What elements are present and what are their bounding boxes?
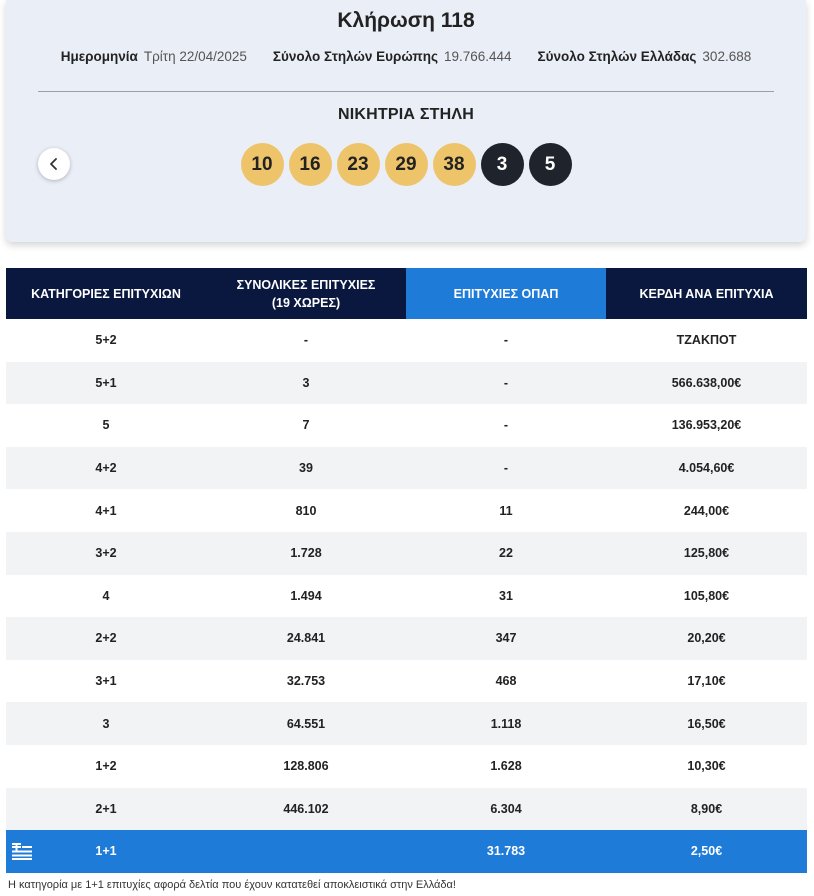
cell-category: 5+2 bbox=[6, 319, 206, 362]
cell-prize: 8,90€ bbox=[606, 788, 807, 831]
europe-info bbox=[273, 49, 512, 64]
date-value: Τρίτη 22/04/2025 bbox=[143, 49, 247, 64]
date-info bbox=[61, 49, 247, 64]
cell-prize: 10,30€ bbox=[606, 745, 807, 788]
cell-category: 3+1 bbox=[6, 660, 206, 703]
header-total-line2: (19 ΧΩΡΕΣ) bbox=[271, 295, 341, 310]
cell-opap: - bbox=[406, 319, 606, 362]
greece-value: 302.688 bbox=[702, 49, 752, 64]
winning-numbers bbox=[6, 143, 806, 186]
europe-value: 19.766.444 bbox=[443, 49, 512, 64]
cell-opap: 6.304 bbox=[406, 788, 606, 831]
cell-category bbox=[6, 830, 206, 873]
cell-opap: 31 bbox=[406, 575, 606, 618]
cell-total: 128.806 bbox=[206, 745, 406, 788]
cell-prize: 244,00€ bbox=[606, 489, 807, 532]
cell-category: 5 bbox=[6, 404, 206, 447]
draw-meta bbox=[6, 49, 806, 64]
table-row bbox=[6, 447, 807, 490]
table-row bbox=[6, 575, 807, 618]
divider bbox=[38, 91, 774, 92]
cell-prize: 16,50€ bbox=[606, 702, 807, 745]
header-prize: ΚΕΡΔΗ ΑΝΑ ΕΠΙΤΥΧΙΑ bbox=[606, 268, 807, 319]
table-row bbox=[6, 532, 807, 575]
cell-opap: 347 bbox=[406, 617, 606, 660]
cell-opap: - bbox=[406, 404, 606, 447]
draw-card bbox=[6, 0, 806, 242]
header-total-line1: ΣΥΝΟΛΙΚΕΣ ΕΠΙΤΥΧΙΕΣ bbox=[236, 277, 376, 292]
cell-total: 810 bbox=[206, 489, 406, 532]
cell-opap: 1.628 bbox=[406, 745, 606, 788]
cell-category-text: 1+1 bbox=[95, 844, 117, 859]
cell-category: 4+1 bbox=[6, 489, 206, 532]
header-total bbox=[206, 268, 406, 319]
europe-label: Σύνολο Στηλών Ευρώπης bbox=[272, 49, 438, 64]
prize-table bbox=[6, 268, 807, 873]
greece-info bbox=[538, 49, 752, 64]
table-row bbox=[6, 319, 807, 362]
cell-total bbox=[206, 830, 406, 873]
table-row-highlight bbox=[6, 830, 807, 873]
cell-total: 1.494 bbox=[206, 575, 406, 618]
cell-prize: 4.054,60€ bbox=[606, 447, 807, 490]
table-row bbox=[6, 362, 807, 405]
cell-opap: - bbox=[406, 447, 606, 490]
cell-category: 4 bbox=[6, 575, 206, 618]
cell-category: 1+2 bbox=[6, 745, 206, 788]
cell-total: - bbox=[206, 319, 406, 362]
cell-opap: - bbox=[406, 362, 606, 405]
draw-title: Κλήρωση 118 bbox=[337, 9, 475, 32]
table-row bbox=[6, 489, 807, 532]
cell-prize: 17,10€ bbox=[606, 660, 807, 703]
cell-category: 2+1 bbox=[6, 788, 206, 831]
number-ball: 38 bbox=[433, 143, 476, 186]
table-row bbox=[6, 617, 807, 660]
cell-opap: 1.118 bbox=[406, 702, 606, 745]
header-categories: ΚΑΤΗΓΟΡΙΕΣ ΕΠΙΤΥΧΙΩΝ bbox=[6, 268, 206, 319]
cell-opap: 22 bbox=[406, 532, 606, 575]
winning-title: ΝΙΚΗΤΡΙΑ ΣΤΗΛΗ bbox=[338, 106, 474, 123]
cell-prize: 2,50€ bbox=[606, 830, 807, 873]
table-row bbox=[6, 745, 807, 788]
table-row bbox=[6, 702, 807, 745]
number-ball: 23 bbox=[337, 143, 380, 186]
number-ball: 10 bbox=[241, 143, 284, 186]
cell-category: 2+2 bbox=[6, 617, 206, 660]
date-label: Ημερομηνία bbox=[60, 49, 138, 64]
cell-total: 39 bbox=[206, 447, 406, 490]
cell-opap: 468 bbox=[406, 660, 606, 703]
footnote: Η κατηγορία με 1+1 επιτυχίες αφορά δελτία που έχουν κατατεθεί αποκλειστικά στην Ελλάδα! bbox=[8, 879, 456, 891]
cell-total: 32.753 bbox=[206, 660, 406, 703]
cell-total: 7 bbox=[206, 404, 406, 447]
cell-category: 3+2 bbox=[6, 532, 206, 575]
cell-prize: 136.953,20€ bbox=[606, 404, 807, 447]
cell-category: 5+1 bbox=[6, 362, 206, 405]
number-ball: 16 bbox=[289, 143, 332, 186]
table-header bbox=[6, 268, 807, 319]
number-ball: 29 bbox=[385, 143, 428, 186]
table-row bbox=[6, 404, 807, 447]
cell-category: 3 bbox=[6, 702, 206, 745]
cell-total: 24.841 bbox=[206, 617, 406, 660]
cell-opap: 31.783 bbox=[406, 830, 606, 873]
star-ball: 3 bbox=[481, 143, 524, 186]
cell-prize: 20,20€ bbox=[606, 617, 807, 660]
cell-prize: ΤΖΑΚΠΟΤ bbox=[606, 319, 807, 362]
table-row bbox=[6, 660, 807, 703]
cell-total: 446.102 bbox=[206, 788, 406, 831]
header-opap: ΕΠΙΤΥΧΙΕΣ ΟΠΑΠ bbox=[406, 268, 606, 319]
cell-opap: 11 bbox=[406, 489, 606, 532]
table-row bbox=[6, 788, 807, 831]
cell-prize: 125,80€ bbox=[606, 532, 807, 575]
greek-flag-icon bbox=[12, 830, 32, 873]
cell-category: 4+2 bbox=[6, 447, 206, 490]
cell-prize: 105,80€ bbox=[606, 575, 807, 618]
greece-label: Σύνολο Στηλών Ελλάδας bbox=[537, 49, 697, 64]
cell-prize: 566.638,00€ bbox=[606, 362, 807, 405]
cell-total: 64.551 bbox=[206, 702, 406, 745]
cell-total: 3 bbox=[206, 362, 406, 405]
cell-total: 1.728 bbox=[206, 532, 406, 575]
star-ball: 5 bbox=[529, 143, 572, 186]
